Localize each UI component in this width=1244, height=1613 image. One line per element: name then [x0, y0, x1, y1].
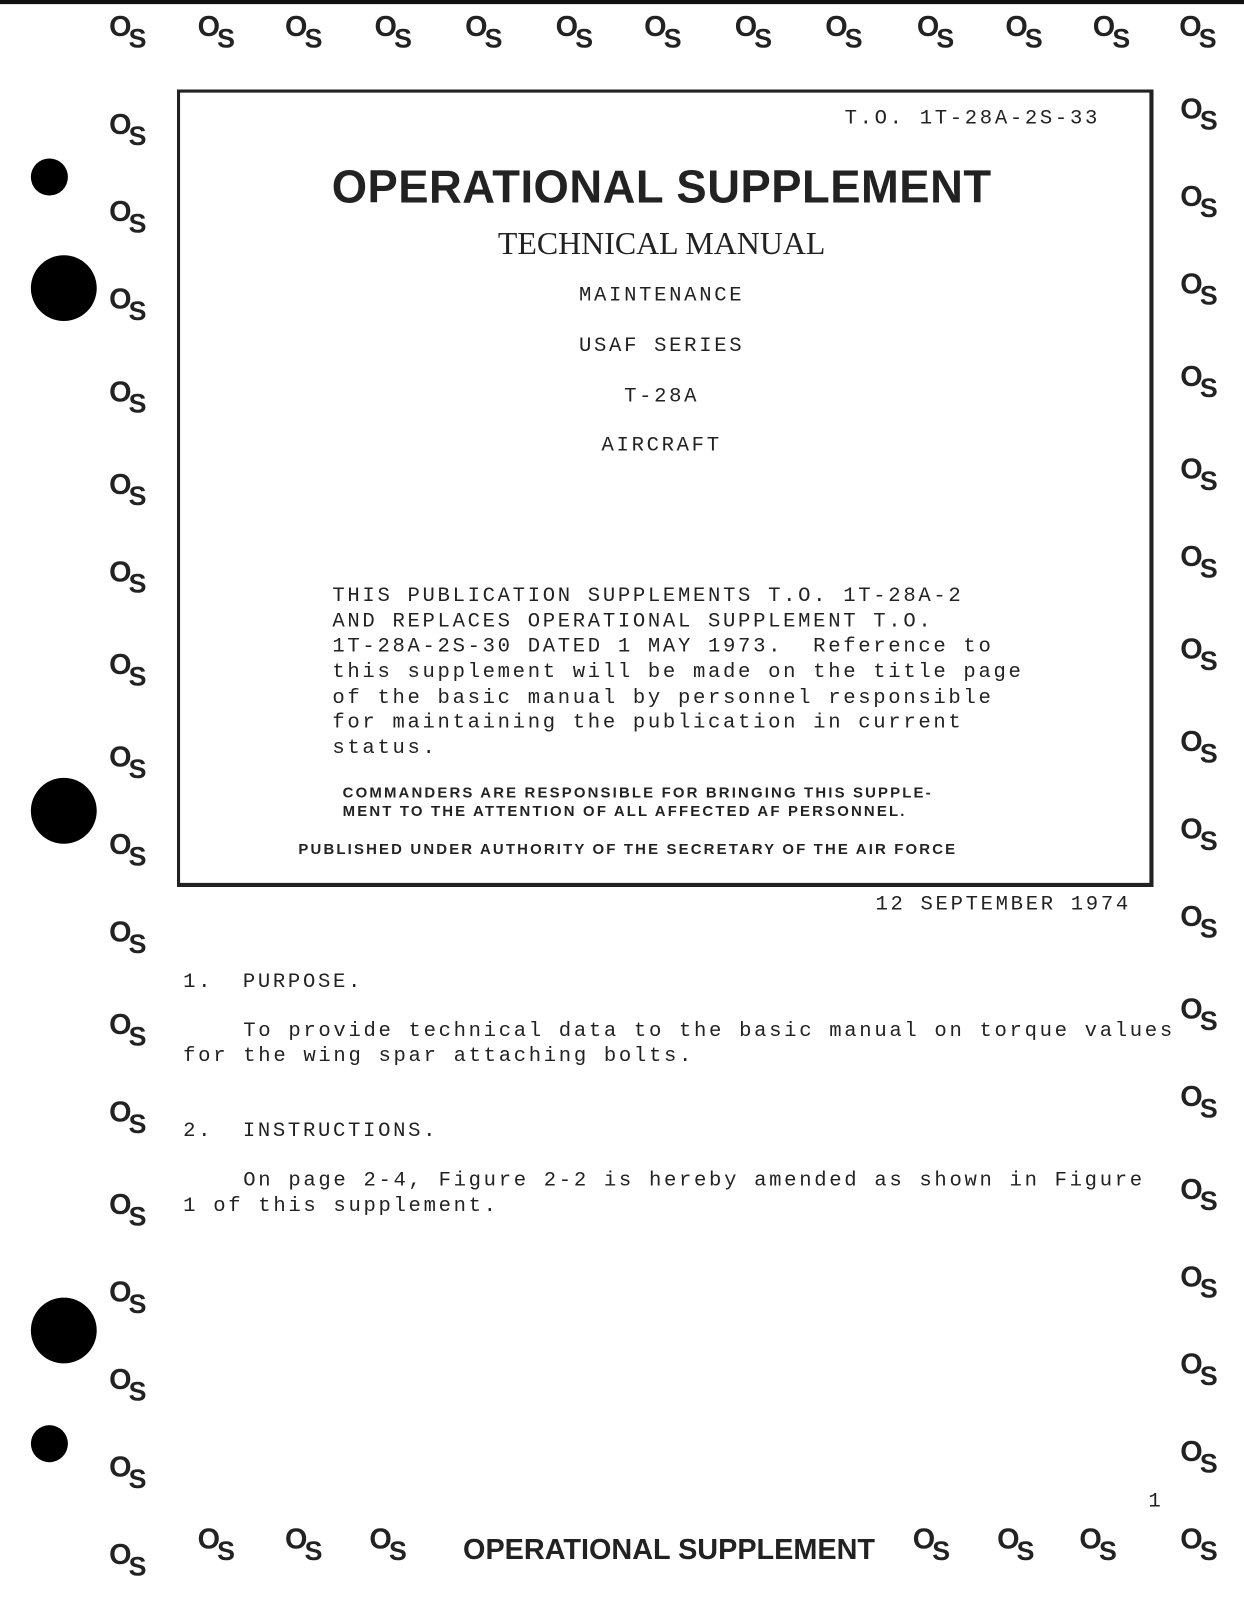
footer-title: OPERATIONAL SUPPLEMENT [463, 1533, 875, 1566]
os-mark-s: S [304, 1535, 323, 1567]
os-mark [1180, 1435, 1221, 1479]
os-mark [1180, 1175, 1221, 1216]
os-mark-o: O [109, 555, 132, 588]
os-mark-s: S [128, 568, 147, 599]
os-mark-s: S [1199, 552, 1218, 584]
os-mark-o: O [109, 1188, 132, 1221]
os-mark [1180, 1080, 1221, 1124]
os-mark-s: S [484, 22, 503, 54]
os-mark [1180, 812, 1221, 857]
os-mark [1180, 542, 1221, 583]
os-mark-o: O [109, 740, 132, 773]
line-series: USAF SERIES [579, 334, 745, 359]
os-mark-s: S [304, 22, 323, 54]
os-mark-s: S [1024, 22, 1043, 54]
punch-hole [31, 778, 97, 844]
line-aircraft: AIRCRAFT [601, 434, 722, 458]
os-mark-o: O [285, 1522, 308, 1555]
os-mark-o: O [109, 1095, 132, 1128]
os-mark-s: S [128, 1375, 147, 1407]
os-mark-s: S [1199, 645, 1218, 677]
os-mark [917, 12, 958, 53]
os-mark-o: O [109, 375, 132, 408]
punch-hole [31, 158, 68, 195]
authority-line: PUBLISHED UNDER AUTHORITY OF THE SECRETARY OF THE AIR FORCE [298, 841, 958, 859]
os-mark-o: O [1179, 10, 1202, 43]
line-maintenance: MAINTENANCE [579, 284, 745, 308]
section-body-line: 1 of this supplement. [183, 1194, 499, 1219]
os-mark-s: S [217, 22, 235, 54]
os-mark-s: S [128, 1200, 147, 1232]
os-mark [109, 555, 150, 599]
os-mark-s: S [575, 22, 594, 54]
commanders-line: MENT TO THE ATTENTION OF ALL AFFECTED AF PERSONNEL. [342, 803, 907, 821]
os-mark-s: S [128, 22, 147, 54]
os-mark [1180, 362, 1221, 403]
os-mark-o: O [644, 10, 667, 43]
os-mark [197, 1522, 239, 1567]
os-mark-s: S [388, 1535, 407, 1567]
notice-line: AND REPLACES OPERATIONAL SUPPLEMENT T.O. [332, 610, 934, 634]
os-mark-o: O [1092, 10, 1116, 43]
os-mark [1180, 452, 1221, 496]
os-mark-s: S [128, 753, 147, 785]
os-mark-o: O [109, 1450, 132, 1483]
os-mark-s: S [128, 1288, 147, 1320]
os-mark [109, 195, 150, 239]
page-number: 1 [1148, 1489, 1164, 1514]
os-mark [825, 12, 866, 53]
os-mark-o: O [1180, 1260, 1203, 1293]
os-mark [109, 1095, 150, 1140]
os-mark [109, 650, 150, 691]
os-mark-o: O [1180, 1522, 1203, 1555]
os-mark [465, 12, 506, 53]
notice-line: of the basic manual by personnel responsible [332, 686, 994, 711]
os-mark [912, 1522, 954, 1567]
os-mark-s: S [1199, 465, 1218, 496]
os-mark-s: S [128, 928, 147, 960]
os-mark [109, 110, 150, 151]
os-mark-o: O [1180, 1173, 1203, 1205]
os-mark-s: S [844, 22, 863, 54]
os-mark-o: O [109, 648, 132, 681]
os-mark-s: S [1199, 192, 1218, 224]
os-mark-o: O [1180, 267, 1203, 300]
os-mark-s: S [1199, 737, 1218, 769]
os-mark-s: S [128, 1108, 147, 1140]
os-mark-s: S [128, 295, 147, 327]
os-mark-o: O [1180, 812, 1203, 845]
os-mark [109, 740, 150, 785]
os-mark-o: O [109, 108, 132, 140]
os-mark-s: S [1199, 1360, 1218, 1392]
os-mark [1180, 992, 1221, 1037]
os-mark-s: S [936, 22, 955, 54]
os-mark-o: O [1180, 900, 1203, 933]
os-mark-o: O [109, 195, 132, 228]
os-mark [1180, 632, 1221, 677]
publication-date: 12 SEPTEMBER 1974 [875, 893, 1131, 917]
os-mark [109, 1188, 150, 1232]
notice-line: status. [332, 736, 438, 761]
os-mark-s: S [128, 480, 147, 512]
os-mark [1180, 92, 1221, 136]
os-mark-s: S [128, 1020, 147, 1052]
os-mark-o: O [734, 10, 758, 43]
os-mark [109, 915, 150, 960]
os-mark-s: S [1199, 1447, 1218, 1479]
section-heading: PURPOSE. [242, 970, 364, 995]
os-mark-s: S [1199, 372, 1218, 404]
os-mark-s: S [1016, 1535, 1035, 1567]
os-mark-s: S [128, 387, 147, 419]
os-mark-o: O [1180, 92, 1203, 125]
os-mark-s: S [1199, 912, 1218, 944]
os-mark [285, 1522, 326, 1567]
os-mark-o: O [109, 282, 132, 315]
os-mark [109, 470, 150, 511]
os-mark-o: O [374, 10, 397, 43]
os-mark-s: S [128, 1550, 147, 1582]
os-mark-o: O [1180, 725, 1203, 758]
doc-subtitle: TECHNICAL MANUAL [497, 225, 826, 262]
os-mark [109, 830, 150, 871]
os-mark [109, 1365, 150, 1406]
os-mark-o: O [197, 1522, 220, 1555]
os-mark-o: O [109, 915, 132, 948]
os-mark-s: S [663, 22, 682, 54]
os-mark-s: S [1199, 279, 1218, 311]
os-mark [109, 12, 150, 53]
os-mark [198, 12, 239, 53]
os-mark [644, 12, 685, 53]
os-mark [109, 1275, 150, 1320]
punch-hole [31, 1298, 97, 1364]
section-body-line: On page 2-4, Figure 2-2 is hereby amended as shown in Figure [183, 1168, 1145, 1193]
os-mark-s: S [128, 660, 147, 692]
os-mark-s: S [1199, 104, 1218, 136]
os-mark-s: S [128, 1463, 147, 1495]
os-mark-o: O [1180, 992, 1203, 1025]
os-mark-o: O [912, 1522, 936, 1555]
os-mark [1180, 902, 1221, 943]
os-mark [1180, 1522, 1221, 1567]
os-mark-s: S [1199, 1005, 1218, 1037]
os-mark-o: O [1079, 1522, 1102, 1555]
os-mark-o: O [1180, 1347, 1203, 1380]
section-body-line: for the wing spar attaching bolts. [183, 1044, 695, 1069]
os-mark [1093, 12, 1134, 53]
os-mark [1180, 1260, 1221, 1304]
section-number: 2. [183, 1119, 214, 1144]
os-mark [109, 282, 150, 327]
os-mark [1079, 1522, 1120, 1567]
os-mark-s: S [128, 120, 147, 152]
os-mark-o: O [1180, 632, 1203, 665]
os-mark-o: O [1180, 452, 1203, 485]
os-mark [1180, 267, 1221, 311]
os-mark-o: O [197, 10, 220, 43]
os-mark-s: S [1199, 1185, 1218, 1217]
os-mark-s: S [1199, 1272, 1218, 1304]
os-mark [285, 12, 326, 53]
punch-hole [31, 255, 97, 321]
os-mark-s: S [1199, 1092, 1218, 1124]
os-mark [1180, 1347, 1221, 1392]
section-heading: INSTRUCTIONS. [242, 1119, 439, 1144]
os-mark-o: O [555, 10, 579, 43]
os-mark [109, 1010, 150, 1051]
os-mark [1180, 725, 1221, 769]
os-mark [1005, 12, 1046, 53]
os-mark [556, 12, 597, 53]
os-mark [109, 1540, 150, 1581]
notice-line: THIS PUBLICATION SUPPLEMENTS T.O. 1T-28A-2 [332, 584, 964, 609]
os-mark-o: O [1180, 360, 1203, 393]
os-mark [1179, 12, 1220, 53]
os-mark [369, 1522, 410, 1567]
os-mark-o: O [1180, 540, 1203, 573]
doc-title: OPERATIONAL SUPPLEMENT [331, 160, 992, 214]
os-mark-o: O [109, 1363, 132, 1396]
os-mark-s: S [128, 207, 147, 239]
os-mark-s: S [754, 22, 773, 54]
os-mark [109, 375, 150, 419]
os-mark [375, 12, 416, 53]
notice-line: this supplement will be made on the title page [332, 660, 1024, 685]
section-body-line: To provide technical data to the basic manual on torque values [183, 1019, 1175, 1044]
os-mark-s: S [1098, 1535, 1117, 1567]
os-mark [1180, 182, 1221, 223]
os-mark-o: O [916, 10, 940, 43]
scan-edge [0, 0, 1244, 4]
punch-hole [31, 1425, 68, 1462]
os-mark-s: S [1198, 22, 1217, 54]
os-mark-o: O [1005, 10, 1028, 43]
section-number: 1. [183, 970, 214, 995]
os-mark-s: S [217, 1535, 235, 1567]
os-mark-o: O [825, 10, 848, 43]
os-mark-s: S [1199, 1535, 1218, 1567]
os-mark-s: S [394, 22, 412, 54]
os-mark-o: O [1180, 1080, 1203, 1113]
os-mark-o: O [1180, 180, 1203, 212]
commanders-line: COMMANDERS ARE RESPONSIBLE FOR BRINGING THIS SUPPLE- [342, 785, 933, 802]
os-mark-o: O [109, 828, 132, 861]
os-mark-o: O [285, 10, 308, 43]
os-mark-o: O [465, 10, 488, 43]
notice-line: for maintaining the publication in current [332, 711, 964, 735]
notice-line: 1T-28A-2S-30 DATED 1 MAY 1973. Reference to [332, 634, 994, 659]
os-mark-o: O [109, 1538, 132, 1571]
os-mark [997, 1522, 1038, 1567]
os-mark-o: O [109, 10, 132, 43]
os-mark-o: O [997, 1522, 1020, 1555]
line-model: T-28A [624, 384, 700, 409]
os-mark-o: O [109, 468, 132, 501]
os-mark-s: S [932, 1535, 951, 1567]
os-mark-o: O [369, 1522, 392, 1555]
os-mark-o: O [109, 1008, 132, 1041]
os-mark-s: S [1199, 825, 1218, 857]
os-mark-o: O [109, 1275, 132, 1308]
os-mark [735, 12, 776, 53]
os-mark-o: O [1180, 1435, 1203, 1468]
os-mark-s: S [128, 840, 147, 872]
os-mark [109, 1450, 150, 1495]
to-number: T.O. 1T-28A-2S-33 [844, 107, 1101, 131]
os-mark-s: S [1112, 22, 1131, 54]
